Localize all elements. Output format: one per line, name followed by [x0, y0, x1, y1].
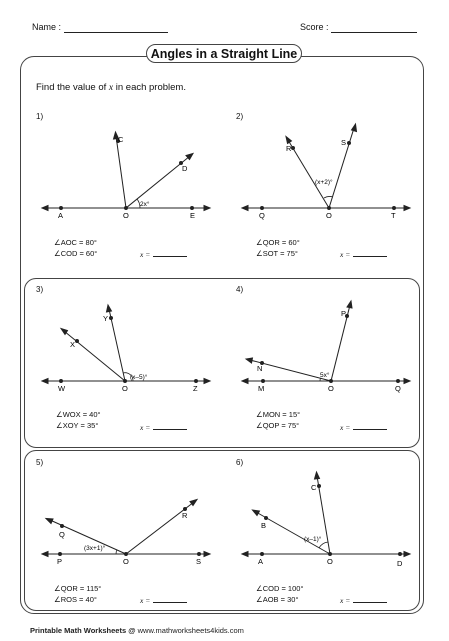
- point-label-c: C: [118, 135, 124, 144]
- point-label-o: O: [326, 211, 332, 220]
- problem-1: [36, 112, 206, 272]
- problem-number: 3): [36, 285, 44, 294]
- point-label-s: S: [196, 557, 202, 566]
- point-label-c: C: [311, 483, 317, 492]
- instructions: [36, 82, 186, 93]
- answer-label: x =: [340, 596, 351, 605]
- given-angle: ∠COD = 100°: [256, 584, 304, 593]
- problem-3: [36, 285, 206, 445]
- given-angle: ∠SOT = 75°: [256, 249, 298, 258]
- answer-field[interactable]: [340, 422, 387, 432]
- problem-number: 4): [236, 285, 244, 294]
- instruction-prefix: Find the value of: [36, 82, 107, 93]
- answer-blank[interactable]: [353, 595, 387, 603]
- point-label-w: W: [58, 384, 66, 393]
- given-angle: ∠QOR = 60°: [256, 238, 300, 247]
- given-angle: ∠QOP = 75°: [256, 421, 300, 430]
- point-label-q: Q: [59, 530, 65, 539]
- answer-label: x =: [140, 250, 151, 259]
- answer-label: x =: [340, 423, 351, 432]
- point-label-x: X: [70, 340, 76, 349]
- problem-number: 2): [236, 112, 244, 121]
- given-angles: [56, 409, 101, 431]
- score-label: Score :: [300, 22, 329, 32]
- angle-expression: (3x+1)°: [84, 545, 106, 552]
- given-angle: ∠WOX = 40°: [56, 410, 101, 419]
- given-angle: ∠XOY = 35°: [56, 421, 99, 430]
- footer: [30, 626, 244, 635]
- name-label: Name :: [32, 22, 62, 32]
- problem-number: 6): [236, 458, 244, 467]
- given-angles: [256, 237, 300, 259]
- point-label-y: Y: [103, 314, 109, 323]
- answer-field[interactable]: [140, 595, 187, 605]
- answer-field[interactable]: [140, 422, 187, 432]
- problem-5: [36, 458, 206, 618]
- answer-blank[interactable]: [353, 422, 387, 430]
- given-angles: [54, 237, 97, 259]
- instruction-variable: x: [108, 83, 114, 93]
- angle-expression: (x–1)°: [304, 536, 322, 543]
- point-label-r: R: [182, 511, 188, 520]
- footer-brand: Printable Math Worksheets @: [30, 626, 136, 635]
- given-angles: [256, 583, 303, 605]
- given-angle: ∠QOR = 115°: [54, 584, 102, 593]
- given-angle: ∠MON = 15°: [256, 410, 301, 419]
- answer-blank[interactable]: [153, 249, 187, 257]
- point-label-o: O: [123, 211, 129, 220]
- point-label-s: S: [341, 138, 347, 147]
- given-angle: ∠AOC = 80°: [54, 238, 97, 247]
- point-label-p: P: [57, 557, 63, 566]
- point-label-m: M: [258, 384, 265, 393]
- given-angle: ∠ROS = 40°: [54, 595, 97, 604]
- problem-number: 1): [36, 112, 44, 121]
- answer-field[interactable]: [140, 249, 187, 259]
- point-label-d: D: [397, 559, 403, 568]
- name-line[interactable]: [64, 32, 168, 33]
- score-line[interactable]: [331, 32, 417, 33]
- point-label-t: T: [391, 211, 396, 220]
- answer-blank[interactable]: [153, 595, 187, 603]
- angle-expression: 5x°: [320, 372, 330, 379]
- point-label-o: O: [328, 384, 334, 393]
- instruction-suffix: in each problem.: [115, 82, 186, 93]
- problem-2: [236, 112, 406, 272]
- point-label-p: P: [341, 309, 347, 318]
- point-label-a: A: [258, 557, 264, 566]
- point-label-d: D: [182, 164, 188, 173]
- point-label-q: Q: [395, 384, 401, 393]
- point-label-n: N: [257, 364, 263, 373]
- point-label-e: E: [190, 211, 196, 220]
- point-label-a: A: [58, 211, 64, 220]
- point-label-b: B: [261, 521, 267, 530]
- point-label-o: O: [327, 557, 333, 566]
- angle-expression: (x–5)°: [130, 374, 148, 381]
- point-label-o: O: [122, 384, 128, 393]
- answer-blank[interactable]: [353, 249, 387, 257]
- footer-site-link[interactable]: www.mathworksheets4kids.com: [137, 626, 244, 635]
- page-title: Angles in a Straight Line: [146, 44, 302, 63]
- problem-4: [236, 285, 406, 445]
- given-angles: [256, 409, 300, 431]
- angle-expression: 2x°: [140, 201, 150, 208]
- answer-field[interactable]: [340, 595, 387, 605]
- answer-blank[interactable]: [153, 422, 187, 430]
- problem-number: 5): [36, 458, 44, 467]
- given-angle: ∠COD = 60°: [54, 249, 98, 258]
- point-label-o: O: [123, 557, 129, 566]
- point-label-q: Q: [259, 211, 265, 220]
- point-label-z: Z: [193, 384, 198, 393]
- angle-expression: (x+2)°: [315, 179, 333, 186]
- answer-label: x =: [140, 596, 151, 605]
- problem-6: [236, 458, 406, 618]
- answer-label: x =: [140, 423, 151, 432]
- point-label-r: R: [286, 144, 292, 153]
- given-angle: ∠AOB = 30°: [256, 595, 299, 604]
- given-angles: [54, 583, 101, 605]
- answer-field[interactable]: [340, 249, 387, 259]
- answer-label: x =: [340, 250, 351, 259]
